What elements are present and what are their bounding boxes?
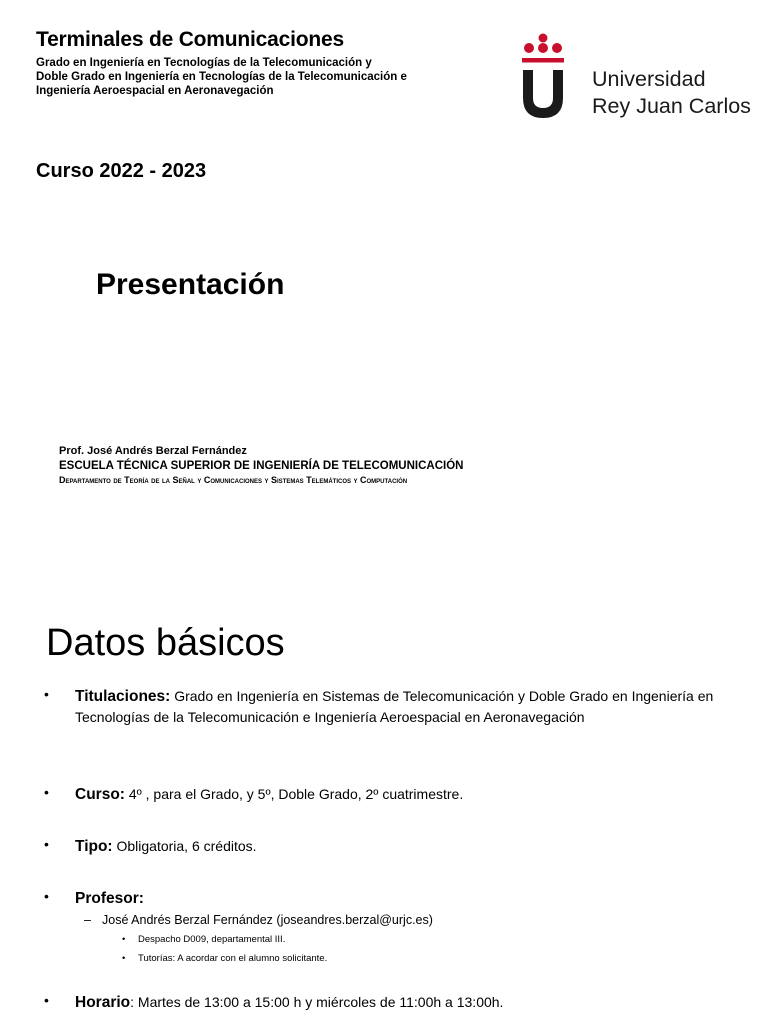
tutoring-text: Tutorías: A acordar con el alumno solicitante. (138, 953, 328, 964)
bullet: • (44, 888, 49, 904)
sub-bullet: • (122, 953, 126, 964)
school-name: ESCUELA TÉCNICA SUPERIOR DE INGENIERÍA DE TELECOMUNICACIÓN (59, 460, 464, 472)
item-label: Profesor: (75, 890, 144, 907)
dash: – (84, 913, 91, 927)
basic-data-slide (0, 578, 768, 1024)
sub-bullet: • (122, 934, 126, 945)
bullet: • (44, 686, 49, 702)
bullet: • (44, 836, 49, 852)
degree-line: Grado en Ingeniería en Tecnologías de la Telecomunicación y (36, 57, 372, 69)
office-text: Despacho D009, departamental III. (138, 934, 286, 945)
degree-line: Doble Grado en Ingeniería en Tecnologías de la Telecomunicación e (36, 71, 407, 83)
item-text: 4º , para el Grado, y 5º, Doble Grado, 2º cuatrimestre. (124, 786, 464, 802)
university-name-line1: Universidad (592, 67, 706, 91)
tutoring-line (122, 953, 327, 964)
professor-name: Prof. José Andrés Berzal Fernández (59, 445, 247, 457)
item-text: : Martes de 13:00 a 15:00 h y miércoles de 11:00h a 13:00h. (130, 994, 504, 1010)
item-label: Curso: (75, 786, 125, 803)
course-year: Curso 2022 - 2023 (36, 160, 207, 182)
urjc-u-logo-icon (520, 32, 566, 122)
course-title: Terminales de Comunicaciones (36, 28, 344, 51)
university-name (592, 66, 751, 120)
bullet: • (44, 992, 49, 1008)
university-logo (520, 32, 760, 122)
degree-line: Ingeniería Aeroespacial en Aeronavegación (36, 85, 274, 97)
item-text: Obligatoria, 6 créditos. (112, 838, 257, 854)
professor-contact (84, 913, 433, 927)
university-name-line2: Rey Juan Carlos (592, 94, 751, 118)
item-label: Horario (75, 994, 131, 1011)
professor-email-line: José Andrés Berzal Fernández (joseandres.berzal@urjc.es) (102, 913, 433, 927)
degree-list (36, 56, 476, 98)
department-name: Departamento de Teoría de la Señal y Comunicaciones y Sistemas Telemáticos y Computación (59, 475, 408, 485)
section-title: Datos básicos (46, 622, 285, 664)
item-label: Titulaciones: (75, 688, 171, 705)
item-text: Grado en Ingeniería en Sistemas de Telecomunicación y Doble Grado en Ingeniería en Tecnologías de la Telecomunicación e Ingeniería Aeroespacial en Aeronavegación (75, 688, 714, 725)
item-label: Tipo: (75, 838, 113, 855)
professor-block (59, 444, 463, 487)
presentation-title: Presentación (96, 268, 285, 301)
office-line (122, 934, 285, 945)
bullet: • (44, 784, 49, 800)
